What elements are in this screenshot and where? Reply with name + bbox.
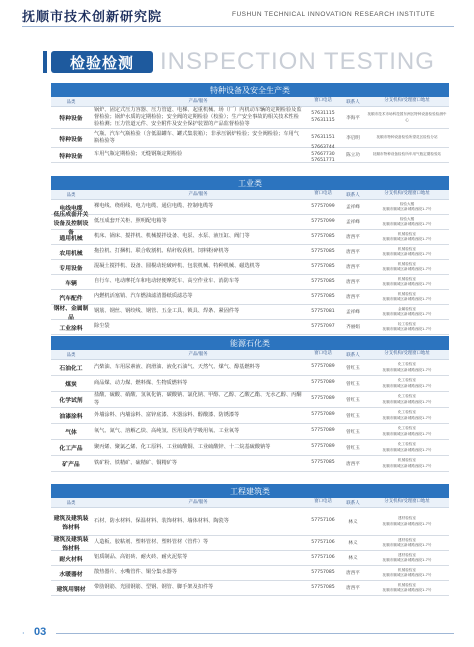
cell-category: 水暖器材 bbox=[59, 571, 83, 578]
page-title-en: INSPECTION TESTING bbox=[160, 48, 435, 75]
cell-category: 农用机械 bbox=[59, 250, 83, 257]
cell-product: 氧气、氮气、溶解乙炔、高纯氢、医用及药学吸用氧、工业氧等 bbox=[94, 427, 240, 434]
cell-address: 机械检验室 抚顺市顺城区新城路西段1-7号 bbox=[382, 246, 432, 256]
table-row bbox=[51, 200, 449, 215]
cell-person: 唐西平 bbox=[346, 461, 360, 467]
cell-product: 聚丙烯、聚氯乙烯、化工原料、工业硫酸铜、工业硫酸锌、十二烷基硫酸钠等 bbox=[94, 443, 271, 450]
table-row bbox=[51, 581, 449, 596]
cell-person: 曾红玉 bbox=[346, 445, 360, 451]
column-header-phone: 窗口电话 bbox=[314, 191, 332, 197]
cell-phone: 57757089 bbox=[311, 396, 335, 402]
table-row bbox=[51, 456, 449, 472]
cell-phone: 57757085 bbox=[311, 263, 335, 269]
cell-address: 建材检验室 抚顺市顺城区新城路西段1-7号 bbox=[382, 552, 432, 562]
column-header-category: 品类 bbox=[66, 192, 76, 198]
column-header-phone: 窗口电话 bbox=[314, 98, 332, 104]
cell-address: 化工检验室 抚顺市顺城区新城路西段1-7号 bbox=[382, 410, 432, 420]
cell-phone: 57757097 bbox=[311, 323, 335, 329]
column-header-product: 产品/服务 bbox=[188, 499, 208, 505]
section-title: 特种设备及安全生产类 bbox=[51, 83, 449, 97]
table-row bbox=[51, 245, 449, 260]
cell-address: 化工检验室 抚顺市顺城区新城路西段1-7号 bbox=[382, 442, 432, 452]
cell-address: 化工检验室 抚顺市顺城区新城路西段1-7号 bbox=[382, 394, 432, 404]
cell-person: 唐西平 bbox=[346, 250, 360, 255]
cell-phone: 57631115 57631115 bbox=[311, 111, 335, 123]
section-title: 工程建筑类 bbox=[51, 484, 449, 498]
org-name-cn: 抚顺市技术创新研究院 bbox=[22, 10, 163, 25]
cell-phone: 57757085 bbox=[311, 584, 335, 590]
table-row bbox=[51, 551, 449, 566]
cell-address: 机械检验室 抚顺市顺城区新城路西段1-7号 bbox=[382, 582, 432, 592]
column-header-category: 品类 bbox=[66, 99, 76, 105]
cell-person: 曾红玉 bbox=[346, 413, 360, 419]
cell-person: 曾红玉 bbox=[346, 365, 360, 371]
cell-address: 机械检验室 抚顺市顺城区新城路西段1-7号 bbox=[382, 458, 432, 468]
cell-product: 铁矿粉、铁精矿、硫精矿、铜精矿等 bbox=[94, 459, 178, 466]
cell-person: 唐西平 bbox=[346, 586, 360, 591]
section-1 bbox=[51, 176, 449, 335]
column-header-address: 分支机构/受理窗口地址 bbox=[384, 191, 430, 197]
table-row bbox=[51, 275, 449, 290]
cell-category: 矿产品 bbox=[62, 462, 80, 468]
column-header-phone: 窗口电话 bbox=[314, 499, 332, 505]
table-row bbox=[51, 320, 449, 335]
cell-product: 机床、锅床、搅拌机、机械搅拌设备、电泵、水泵、液压缸、阀门等 bbox=[94, 233, 250, 240]
column-header-product: 产品/服务 bbox=[188, 191, 208, 197]
cell-address: 机械检验室 抚顺市顺城区新城路西段1-7号 bbox=[382, 276, 432, 286]
cell-category: 特种设备 bbox=[59, 153, 83, 160]
cell-category: 煤炭 bbox=[65, 382, 77, 388]
table-row bbox=[51, 129, 449, 148]
cell-person: 孟祥峰 bbox=[346, 220, 360, 225]
cell-product: 石材、防水材料、保温材料、装饰材料、墙体材料、陶瓷等 bbox=[94, 517, 229, 524]
cell-address: 化工检验室 抚顺市顺城区新城路西段1-7号 bbox=[382, 426, 432, 436]
cell-product: 外墙涂料、内墙涂料、富锌底漆、木器涂料、醇酸漆、防锈漆等 bbox=[94, 411, 240, 418]
cell-category: 低压成套开关设备及控制设备 bbox=[53, 211, 89, 236]
cell-address: 化工检验室 抚顺市顺城区新城路西段1-7号 bbox=[382, 362, 432, 372]
cell-person: 曾红玉 bbox=[346, 381, 360, 387]
column-header-row bbox=[51, 97, 449, 107]
cell-product: 散热器片、水嘴管件、铜分集水器等 bbox=[94, 569, 178, 576]
cell-phone: 57757089 bbox=[311, 380, 335, 386]
table-row bbox=[51, 376, 449, 392]
cell-category: 车辆 bbox=[65, 280, 77, 287]
cell-address: 轻工检验室 抚顺市顺城区新城路西段1-7号 bbox=[382, 321, 432, 331]
column-header-product: 产品/服务 bbox=[188, 351, 208, 357]
column-header-person: 联系人 bbox=[346, 500, 360, 506]
cell-product: 铝质制品、高铝砖、耐火砖、耐火泥浆等 bbox=[94, 554, 188, 561]
cell-product: 钢筋、钢丝、钢绞线、钢管、五金工具、锁具、焊条、紧固件等 bbox=[94, 308, 240, 315]
cell-phone: 57757085 bbox=[311, 460, 335, 466]
cell-product: 汽柴油、车用尿素液、润滑油、液化石油气、天然气、煤气、醇基燃料等 bbox=[94, 363, 261, 370]
cell-category: 汽车配件 bbox=[59, 295, 83, 302]
cell-address: 建材检验室 抚顺市顺城区新城路西段1-7号 bbox=[382, 516, 432, 526]
column-header-address: 分支机构/受理窗口地址 bbox=[384, 98, 430, 104]
cell-product: 除尘袋 bbox=[94, 323, 110, 330]
section-title: 能源石化类 bbox=[51, 336, 449, 350]
column-header-phone: 窗口电话 bbox=[314, 351, 332, 357]
cell-phone: 57757099 bbox=[311, 203, 335, 209]
cell-address: 机械检验室 抚顺市顺城区新城路西段1-7号 bbox=[382, 261, 432, 271]
cell-product: 锅炉、固定式压力容器、压力管道、电梯、起重机械、场（厂）内机动车辆的定期检验及监督检验；锅炉水质的定期检验；安全阀的定期检验（校验）；生产安全事故的相关技术性检验检测；压力管道元件、安全附件及安全保护装置的产品监督检验等 bbox=[94, 106, 302, 128]
cell-address: 检验大楼 抚顺市顺城区新城路西段1-7号 bbox=[382, 201, 432, 211]
cell-product: 盐酸、硫酸、硝酸、氢氧化钠、碳酸钠、氯化钠、甲醇、乙醇、乙酸乙酯、无水乙醇、丙酮等 bbox=[94, 392, 302, 406]
org-name-en: FUSHUN TECHNICAL INNOVATION RESEARCH INSTITUTE bbox=[232, 11, 435, 18]
column-header-address: 分支机构/受理窗口地址 bbox=[384, 499, 430, 505]
column-header-person: 联系人 bbox=[346, 192, 360, 198]
cell-product: 低压成套开关柜、照明配电箱等 bbox=[94, 218, 167, 225]
table-row bbox=[51, 566, 449, 581]
table-row bbox=[51, 360, 449, 376]
cell-product: 拖拉机、打捆机、联合收割机、秸秆收获机、饲料粉碎机等 bbox=[94, 248, 229, 255]
cell-product: 车用气瓶定期检验；无缝钢瓶定期检验 bbox=[94, 151, 183, 158]
cell-category: 钢材、金属制品 bbox=[53, 306, 89, 321]
cell-product: 商品煤、动力煤、燃料煤、生物质燃料等 bbox=[94, 379, 188, 386]
page-title: 检验检测 bbox=[51, 51, 153, 73]
cell-phone: 57757081 bbox=[311, 308, 335, 314]
column-header-address: 分支机构/受理窗口地址 bbox=[384, 351, 430, 357]
cell-product: 混凝土搅拌机、设备、圆棍动轮破碎机、包装机械、特种机械、磁选机等 bbox=[94, 263, 261, 270]
column-header-person: 联系人 bbox=[346, 99, 360, 105]
cell-person: 孟祥峰 bbox=[346, 310, 360, 315]
cell-category: 化工产品 bbox=[59, 446, 83, 452]
cell-phone: 57631151 bbox=[311, 134, 335, 140]
cell-person: 孟祥峰 bbox=[346, 205, 360, 210]
cell-phone: 57757089 bbox=[311, 364, 335, 370]
cell-phone: 57757089 bbox=[311, 428, 335, 434]
cell-category: 耐火材料 bbox=[59, 556, 83, 563]
cell-person: 林义 bbox=[348, 556, 358, 561]
cell-category: 特种设备 bbox=[59, 116, 83, 122]
cell-address: 机械检验室 抚顺市顺城区新城路西段1-7号 bbox=[382, 567, 432, 577]
section-title: 工业类 bbox=[51, 176, 449, 190]
cell-category: 建筑用钢材 bbox=[56, 586, 86, 593]
table-row bbox=[51, 408, 449, 424]
cell-person: 李海平 bbox=[346, 115, 360, 121]
column-header-product: 产品/服务 bbox=[188, 98, 208, 104]
column-header-category: 品类 bbox=[66, 352, 76, 358]
cell-person: 齐丽娟 bbox=[346, 325, 360, 330]
cell-category: 工业涂料 bbox=[59, 325, 83, 332]
table-row bbox=[51, 145, 449, 164]
column-header-category: 品类 bbox=[66, 500, 76, 506]
cell-person: 唐西平 bbox=[346, 295, 360, 300]
cell-phone: 57757085 bbox=[311, 248, 335, 254]
cell-address: 抚顺市特种设备检验所望花区检验分站 bbox=[376, 135, 438, 140]
page-number: 03 bbox=[34, 626, 47, 638]
cell-address: 化工检验室 抚顺市顺城区新城路西段1-7号 bbox=[382, 378, 432, 388]
cell-person: 林义 bbox=[348, 541, 358, 546]
cell-person: 唐西平 bbox=[346, 235, 360, 240]
cell-person: 唐西平 bbox=[346, 265, 360, 270]
cell-address: 建材检验室 抚顺市顺城区新城路西段1-7号 bbox=[382, 537, 432, 547]
cell-phone: 57663744 57667730 57651771 bbox=[311, 145, 335, 164]
table-row bbox=[51, 424, 449, 440]
cell-category: 专用设备 bbox=[59, 265, 83, 272]
column-header-row bbox=[51, 190, 449, 200]
cell-address: 抚顺市技术市场科技园东洲区特种设备检验检测中心 bbox=[367, 112, 447, 122]
cell-category: 石油化工 bbox=[59, 366, 83, 372]
table-row bbox=[51, 305, 449, 320]
table-row bbox=[51, 230, 449, 245]
cell-phone: 57757099 bbox=[311, 218, 335, 224]
cell-category: 建筑及建筑装饰材料 bbox=[53, 515, 89, 531]
cell-category: 通用机械 bbox=[59, 235, 83, 242]
footer-divider bbox=[56, 633, 454, 634]
table-row bbox=[51, 260, 449, 275]
cell-phone: 57757085 bbox=[311, 569, 335, 575]
cell-product: 自行车、电动摩托车和电动轻便摩托车、高空作业车、消防车等 bbox=[94, 278, 240, 285]
column-header-row bbox=[51, 498, 449, 508]
column-header-person: 联系人 bbox=[346, 352, 360, 358]
cell-address: 机械检验室 抚顺市顺城区新城路西段1-7号 bbox=[382, 291, 432, 301]
cell-category: 气体 bbox=[65, 430, 77, 436]
cell-person: 李启明 bbox=[346, 136, 360, 141]
cell-phone: 57757089 bbox=[311, 444, 335, 450]
cell-phone: 57757085 bbox=[311, 278, 335, 284]
table-row bbox=[51, 290, 449, 305]
cell-person: 曾红玉 bbox=[346, 429, 360, 435]
cell-phone: 57757106 bbox=[311, 518, 335, 524]
cell-phone: 57757089 bbox=[311, 412, 335, 418]
cell-phone: 57757085 bbox=[311, 233, 335, 239]
cell-phone: 57757106 bbox=[311, 539, 335, 545]
section-2 bbox=[51, 336, 449, 472]
cell-person: 唐西平 bbox=[346, 280, 360, 285]
cell-product: 人造板、胶粘剂、塑料管材、塑料管材（管件）等 bbox=[94, 539, 209, 546]
cell-address: 金属检验室 抚顺市顺城区新城路西段1-7号 bbox=[382, 306, 432, 316]
table-row bbox=[51, 536, 449, 551]
section-3 bbox=[51, 484, 449, 596]
cell-phone: 57757085 bbox=[311, 293, 335, 299]
cell-product: 气瓶、汽车气瓶检验（含低温罐车、罐式集装箱）；非承压锅炉检验；安全阀检验；车用气瓶检验等 bbox=[94, 130, 299, 144]
cell-category: 化学试剂 bbox=[59, 398, 83, 404]
column-header-row bbox=[51, 350, 449, 360]
cell-person: 陈立功 bbox=[346, 153, 360, 158]
table-row bbox=[51, 107, 449, 129]
table-row bbox=[51, 440, 449, 456]
cell-person: 曾红玉 bbox=[346, 397, 360, 403]
section-0 bbox=[51, 83, 449, 163]
table-row bbox=[51, 508, 449, 536]
cell-category: 油漆涂料 bbox=[59, 414, 83, 420]
cell-product: 裸电线、绕组线、电力电缆、通信电缆、控制电缆等 bbox=[94, 203, 214, 210]
cell-address: 抚顺市特种设备检验所车用气瓶定期检验站 bbox=[372, 152, 442, 157]
cell-phone: 57757106 bbox=[311, 554, 335, 560]
cell-category: 建筑及建筑装饰材料 bbox=[53, 537, 89, 552]
cell-category: 特种设备 bbox=[59, 136, 83, 143]
cell-product: 内燃机活塞销、汽车燃油滤清器纸质滤芯等 bbox=[94, 293, 193, 300]
footer-dots: · bbox=[22, 629, 26, 638]
cell-address: 机械检验室 抚顺市顺城区新城路西段1-7号 bbox=[382, 231, 432, 241]
table-row bbox=[51, 392, 449, 408]
cell-person: 林义 bbox=[348, 519, 358, 525]
page-header bbox=[0, 0, 474, 48]
cell-product: 带肋钢筋、光圆钢筋、型钢、钢管、脚手架及扣件等 bbox=[94, 584, 214, 591]
header-divider bbox=[22, 26, 454, 27]
cell-category: 电线电缆 bbox=[59, 205, 83, 212]
cell-address: 检验大楼 抚顺市顺城区新城路西段1-7号 bbox=[382, 216, 432, 226]
cell-person: 唐西平 bbox=[346, 571, 360, 576]
